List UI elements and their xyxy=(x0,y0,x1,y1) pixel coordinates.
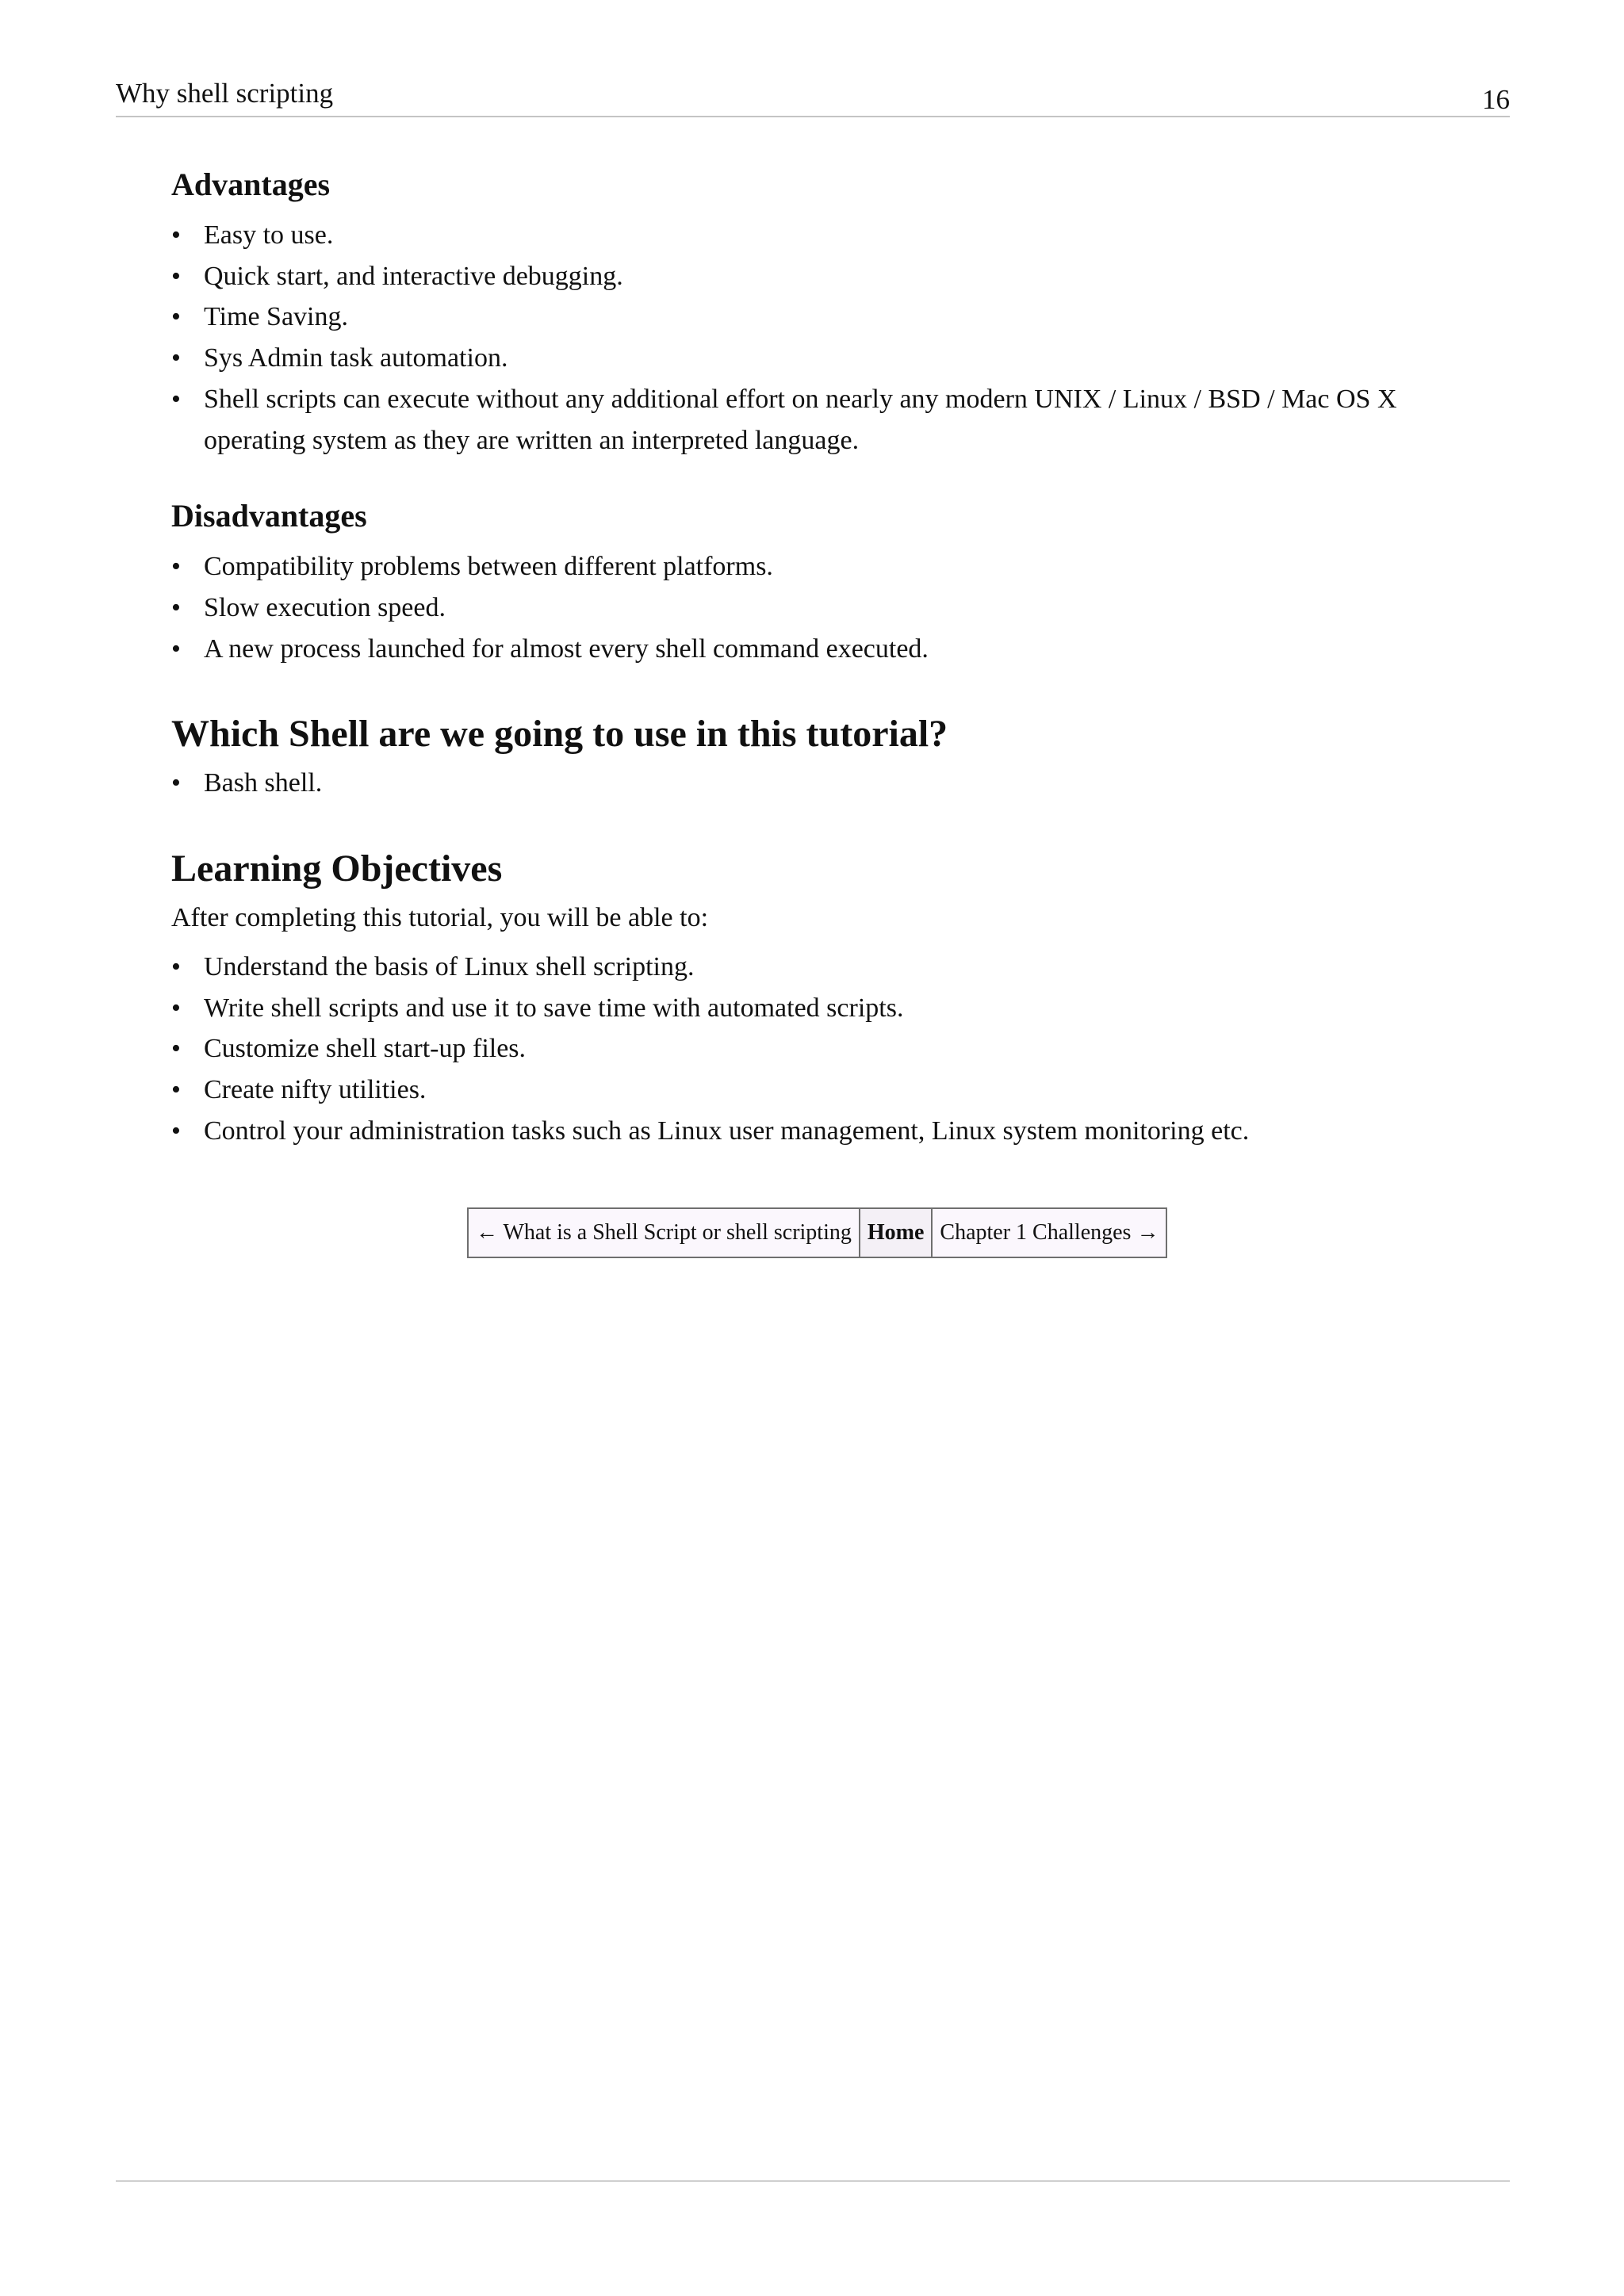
list-item-text: Quick start, and interactive debugging. xyxy=(204,261,623,291)
advantages-section xyxy=(171,163,1456,461)
page-footer-rule xyxy=(116,2180,1510,2182)
disadvantages-heading: Disadvantages xyxy=(171,498,367,534)
which-shell-heading: Which Shell are we going to use in this tutorial? xyxy=(171,713,948,756)
list-item-text: Write shell scripts and use it to save time with automated scripts. xyxy=(204,993,904,1023)
previous-page-link[interactable]: ← What is a Shell Script or shell scripting xyxy=(476,1220,852,1245)
bullet-icon: • xyxy=(171,592,181,622)
list-item-text: Slow execution speed. xyxy=(204,592,446,622)
main-content xyxy=(171,163,1456,1152)
running-title: Why shell scripting xyxy=(116,78,334,109)
bullet-icon: • xyxy=(171,1115,181,1146)
bullet-icon: • xyxy=(171,261,181,291)
list-item xyxy=(171,1028,1456,1070)
list-item xyxy=(171,546,1456,587)
learning-objectives-list xyxy=(171,947,1456,1152)
list-item xyxy=(171,215,1456,256)
list-item-text: Create nifty utilities. xyxy=(204,1075,427,1105)
list-item xyxy=(171,947,1456,988)
list-item-text: Understand the basis of Linux shell scripting. xyxy=(204,952,695,982)
page-header xyxy=(116,76,1510,117)
home-link[interactable]: Home xyxy=(859,1209,932,1257)
learning-objectives-intro: After completing this tutorial, you will be able to: xyxy=(171,903,709,933)
list-item xyxy=(171,1070,1456,1111)
list-item xyxy=(171,338,1456,379)
list-item-text: Shell scripts can execute without any additional effort on nearly any modern UNIX / Linux / BSD / Mac OS X operating system as they are written an interpreted language. xyxy=(204,384,1397,455)
bullet-icon: • xyxy=(171,952,181,982)
list-item-text: Time Saving. xyxy=(204,302,349,332)
learning-objectives-heading: Learning Objectives xyxy=(171,848,503,890)
list-item xyxy=(171,256,1456,297)
bullet-icon: • xyxy=(171,343,181,373)
list-item-text: Easy to use. xyxy=(204,220,334,250)
disadvantages-list xyxy=(171,546,1456,669)
bullet-icon: • xyxy=(171,1075,181,1105)
list-item-text: Compatibility problems between different platforms. xyxy=(204,552,773,582)
list-item xyxy=(171,988,1456,1029)
list-item-text: Bash shell. xyxy=(204,768,323,798)
bullet-icon: • xyxy=(171,220,181,250)
bullet-icon: • xyxy=(171,302,181,332)
list-item xyxy=(171,629,1456,670)
chapter-navigation xyxy=(467,1207,1167,1258)
bullet-icon: • xyxy=(171,384,181,414)
list-item xyxy=(171,297,1456,338)
list-item xyxy=(171,763,1456,804)
bullet-icon: • xyxy=(171,633,181,664)
bullet-icon: • xyxy=(171,993,181,1023)
disadvantages-section xyxy=(171,494,1456,669)
list-item-text: A new process launched for almost every shell command executed. xyxy=(204,633,929,664)
advantages-heading: Advantages xyxy=(171,166,331,202)
advantages-list xyxy=(171,215,1456,461)
list-item-text: Control your administration tasks such as Linux user management, Linux system monitoring etc. xyxy=(204,1115,1250,1146)
bullet-icon: • xyxy=(171,1034,181,1064)
bullet-icon: • xyxy=(171,768,181,798)
which-shell-section xyxy=(171,709,1456,804)
list-item xyxy=(171,1111,1456,1152)
list-item-text: Customize shell start-up files. xyxy=(204,1034,527,1064)
which-shell-list xyxy=(171,763,1456,804)
bullet-icon: • xyxy=(171,552,181,582)
list-item-text: Sys Admin task automation. xyxy=(204,343,508,373)
list-item xyxy=(171,587,1456,629)
learning-objectives-section xyxy=(171,844,1456,1152)
list-item xyxy=(171,379,1456,461)
next-page-link[interactable]: Chapter 1 Challenges → xyxy=(931,1209,1166,1257)
page-number: 16 xyxy=(1482,84,1510,115)
